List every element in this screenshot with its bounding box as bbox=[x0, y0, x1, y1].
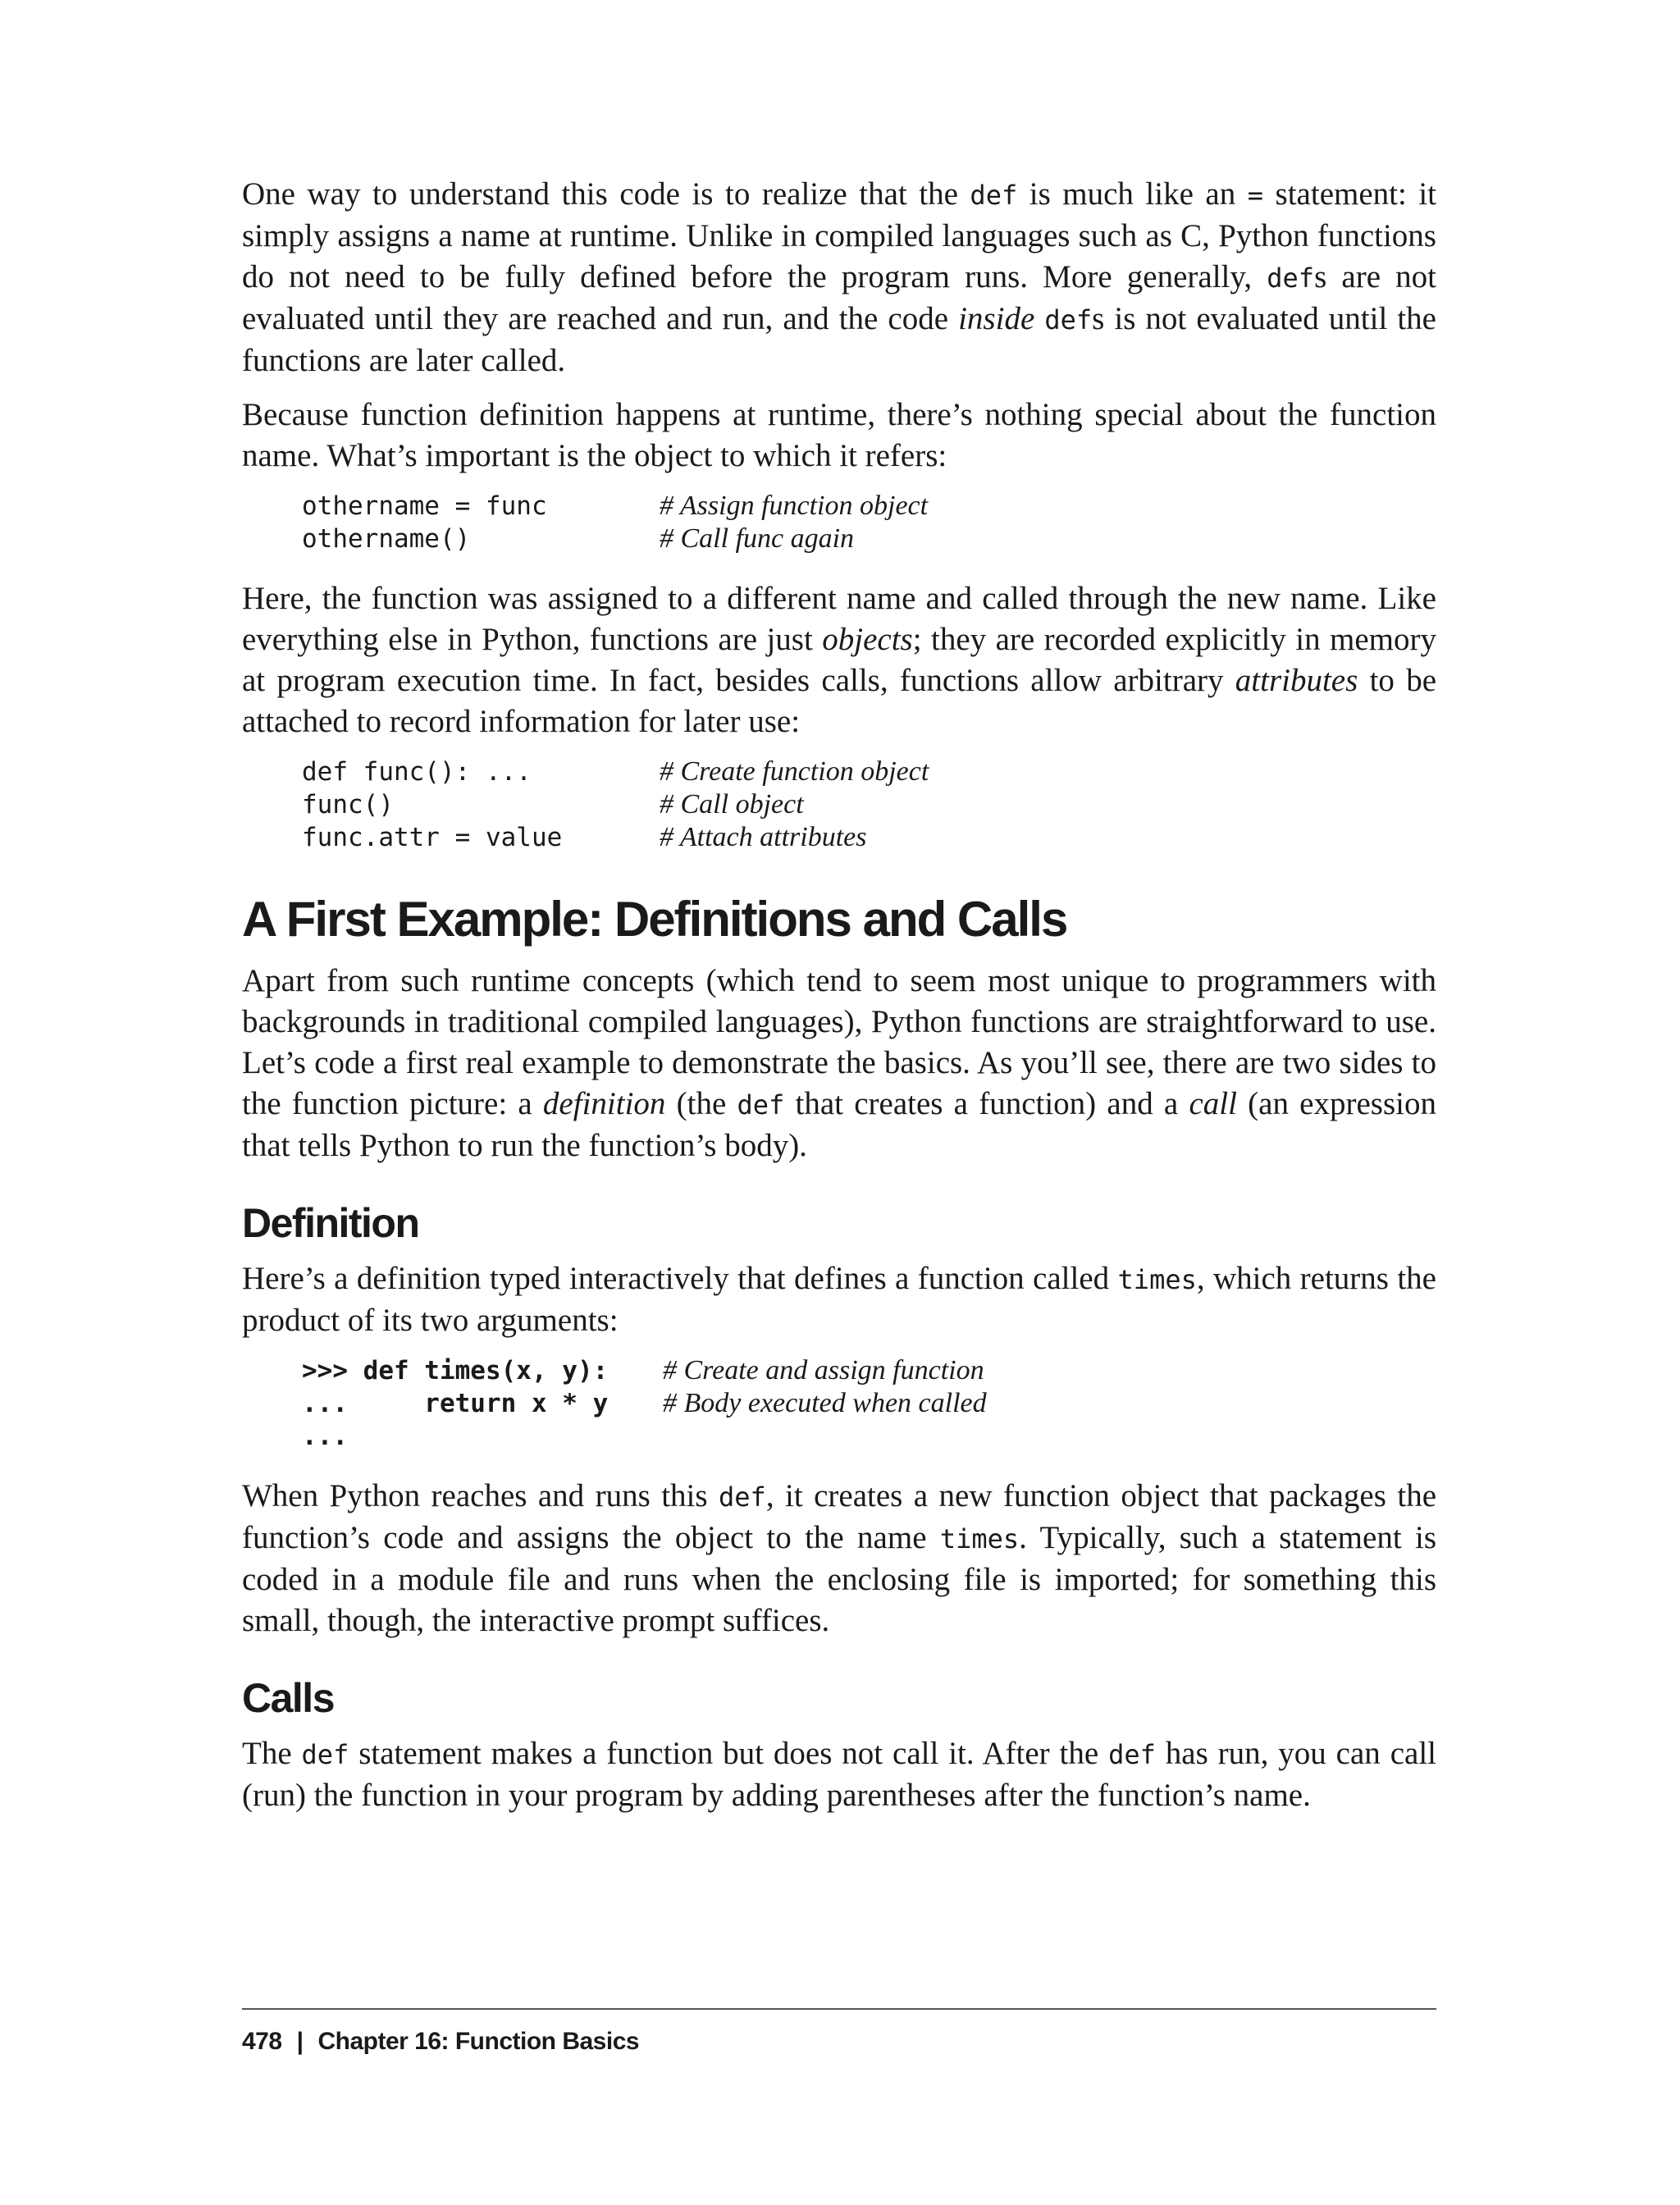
code-text: func.attr = value bbox=[302, 823, 563, 852]
text-run: . Typically, such a statement is coded in a module file and runs when the enclosing file is imported; for something this small, though, the interactive prompt suffices. bbox=[242, 1520, 1436, 1638]
code-comment: # Assign function object bbox=[660, 491, 929, 521]
code-line bbox=[302, 1387, 1436, 1420]
inline-code: = bbox=[1247, 180, 1264, 211]
text-run: has run, you can call (run) the function in your program by adding parentheses after the function’s name. bbox=[242, 1736, 1436, 1813]
code-line bbox=[302, 756, 1436, 788]
code-comment: # Call func again bbox=[660, 523, 855, 554]
emphasis: inside bbox=[958, 301, 1035, 336]
text-run: (an expression that tells Python to run the function’s body). bbox=[242, 1086, 1436, 1163]
code-text: func() bbox=[302, 790, 394, 819]
emphasis: definition bbox=[542, 1086, 666, 1121]
text-run: (the bbox=[665, 1086, 737, 1121]
inline-code: def bbox=[1267, 262, 1315, 294]
text-run: Because function definition happens at runtime, there’s nothing special about the function name. What’s important is the object to which it refers: bbox=[242, 397, 1436, 473]
paragraph bbox=[242, 1733, 1436, 1816]
code-comment: # Attach attributes bbox=[660, 822, 867, 852]
text-run: , which returns the product of its two arguments: bbox=[242, 1261, 1436, 1338]
code-text: ... return x * y bbox=[302, 1389, 609, 1418]
inline-code: def bbox=[1108, 1739, 1156, 1770]
code-text: ... bbox=[302, 1422, 348, 1451]
paragraph bbox=[242, 174, 1436, 381]
inline-code: def bbox=[719, 1481, 766, 1513]
code-text: othername = func bbox=[302, 491, 547, 521]
chapter-title: Chapter 16: Function Basics bbox=[317, 2028, 640, 2055]
paragraph bbox=[242, 1258, 1436, 1341]
code-line bbox=[302, 523, 1436, 555]
inline-code: def bbox=[1044, 304, 1093, 336]
paragraph bbox=[242, 1476, 1436, 1641]
paragraph bbox=[242, 961, 1436, 1166]
code-line bbox=[302, 490, 1436, 523]
text-run: statement makes a function but does not call it. After the bbox=[349, 1736, 1109, 1771]
paragraph bbox=[242, 578, 1436, 742]
text-run: is much like an bbox=[1017, 176, 1248, 212]
text-run: The bbox=[242, 1736, 302, 1771]
inline-code: def bbox=[301, 1739, 349, 1770]
emphasis: call bbox=[1189, 1086, 1237, 1121]
code-comment: # Body executed when called bbox=[663, 1388, 987, 1418]
text-run: statement: it simply assigns a name at runtime. Unlike in compiled languages such as C, Python functions do not need to be fully defined before the program runs. More generally, bbox=[242, 176, 1437, 294]
page-number: 478 bbox=[242, 2028, 282, 2055]
code-comment: # Create and assign function bbox=[663, 1355, 984, 1386]
inline-code: def bbox=[970, 180, 1018, 211]
text-run: that creates a function) and a bbox=[784, 1086, 1189, 1121]
text-run: When Python reaches and runs this bbox=[242, 1478, 719, 1513]
text-run: Here’s a definition typed interactively that defines a function called bbox=[242, 1261, 1118, 1296]
subsection-heading-definition: Definition bbox=[242, 1200, 419, 1246]
text-run: s are not evaluated until they are reached and run, and the code bbox=[242, 259, 1436, 336]
text-run bbox=[1034, 301, 1044, 336]
code-line bbox=[302, 1354, 1436, 1387]
code-text: othername() bbox=[302, 524, 471, 554]
footer-separator: | bbox=[296, 2028, 304, 2055]
inline-code: def bbox=[737, 1089, 785, 1121]
text-run: Here, the function was assigned to a different name and called through the new name. Like everything else in Python, functions are just bbox=[242, 581, 1436, 657]
subsection-heading-calls: Calls bbox=[242, 1675, 335, 1721]
code-comment: # Create function object bbox=[660, 756, 929, 787]
emphasis: attributes bbox=[1235, 663, 1358, 698]
section-heading: A First Example: Definitions and Calls bbox=[242, 892, 1067, 947]
text-run: s is not evaluated until the functions are later called. bbox=[242, 301, 1436, 378]
code-comment: # Call object bbox=[660, 789, 804, 819]
code-line bbox=[302, 788, 1436, 821]
inline-code: times bbox=[1117, 1264, 1197, 1295]
text-run: , it creates a new function object that packages the function’s code and assigns the object to the name bbox=[242, 1478, 1437, 1555]
code-block bbox=[302, 1354, 1436, 1453]
code-block bbox=[302, 756, 1436, 854]
text-run: to be attached to record information for later use: bbox=[242, 663, 1437, 739]
text-run: ; they are recorded explicitly in memory at program execution time. In fact, besides calls, functions allow arbitrary bbox=[242, 622, 1436, 698]
paragraph bbox=[242, 395, 1436, 477]
emphasis: objects bbox=[822, 622, 913, 657]
inline-code: times bbox=[939, 1523, 1020, 1554]
code-line bbox=[302, 1420, 1436, 1453]
page-footer bbox=[242, 2008, 1436, 2056]
text-run: Apart from such runtime concepts (which tend to seem most unique to programmers with backgrounds in traditional compiled languages), Python functions are straightforward to use. Let’s code a first real example to demonstrate the basics. As you’ll see, there are two sides to the function picture: a bbox=[242, 963, 1436, 1121]
code-block bbox=[302, 490, 1436, 555]
text-run: One way to understand this code is to realize that the bbox=[242, 176, 970, 212]
code-text: >>> def times(x, y): bbox=[302, 1356, 609, 1386]
code-line bbox=[302, 821, 1436, 854]
page-body bbox=[242, 174, 1436, 1829]
code-text: def func(): ... bbox=[302, 757, 532, 787]
